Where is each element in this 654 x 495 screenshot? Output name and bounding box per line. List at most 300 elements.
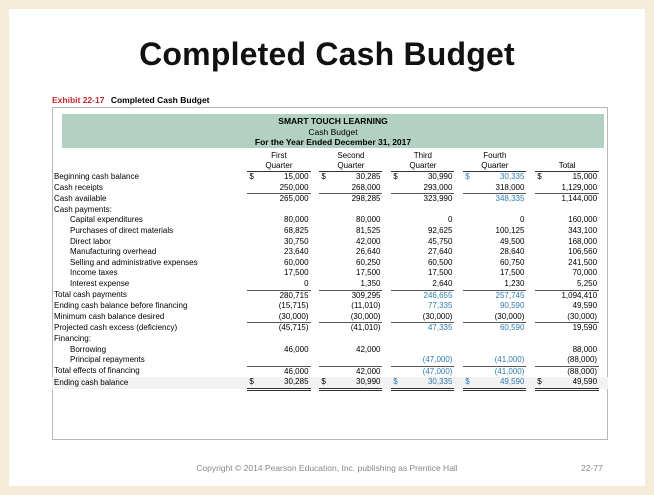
amount-q3: 27,640 xyxy=(427,247,453,257)
row-label: Beginning cash balance xyxy=(54,171,139,181)
row-label: Total cash payments xyxy=(54,290,127,300)
amount-q2: (11,010) xyxy=(351,301,381,311)
currency-symbol xyxy=(321,194,329,205)
amount-q2: (41,010) xyxy=(350,323,381,333)
col-q4-line1: Fourth xyxy=(483,151,507,160)
cell-q4 xyxy=(463,377,526,389)
currency-symbol xyxy=(393,323,401,334)
currency-symbol xyxy=(321,268,329,279)
table-row xyxy=(52,345,608,356)
table-row xyxy=(52,258,608,269)
currency-symbol xyxy=(537,247,545,258)
cell-total xyxy=(535,312,599,323)
currency-symbol xyxy=(249,291,257,302)
col-q3-line1: Third xyxy=(413,151,432,160)
currency-symbol: $ xyxy=(321,377,326,387)
cell-q2 xyxy=(319,226,382,237)
currency-symbol xyxy=(537,183,545,194)
amount-q3: 45,750 xyxy=(427,236,453,246)
cell-total xyxy=(535,194,599,205)
row-label: Projected cash excess (deficiency) xyxy=(54,323,178,333)
cell-q4 xyxy=(463,194,526,205)
cell-q1 xyxy=(247,279,310,290)
cell-q1 xyxy=(247,183,310,194)
currency-symbol xyxy=(249,367,257,378)
amount-q2: 80,000 xyxy=(356,215,381,225)
table-row xyxy=(52,183,608,194)
cell-q1 xyxy=(247,194,310,205)
cell-q3 xyxy=(391,226,454,237)
cell-q4 xyxy=(463,268,526,279)
amount-q4: 0 xyxy=(519,215,525,225)
table-row xyxy=(52,290,608,301)
amount-q4: 60,750 xyxy=(499,257,525,267)
amount-q3: 47,335 xyxy=(427,323,453,333)
cell-q3 xyxy=(391,312,454,323)
cell-q4 xyxy=(463,183,526,194)
amount-total: (88,000) xyxy=(567,366,598,376)
cell-total xyxy=(535,355,599,366)
currency-symbol xyxy=(249,279,257,290)
currency-symbol xyxy=(537,345,545,356)
currency-symbol xyxy=(321,323,329,334)
currency-symbol xyxy=(393,183,401,194)
cell-total xyxy=(535,215,599,226)
currency-symbol xyxy=(537,301,545,312)
currency-symbol xyxy=(249,194,257,205)
table-row xyxy=(52,334,608,345)
amount-q2: 26,640 xyxy=(356,247,381,257)
row-label: Income taxes xyxy=(70,268,118,278)
currency-symbol xyxy=(321,237,329,248)
row-label: Cash available xyxy=(54,193,107,203)
table-row xyxy=(52,268,608,279)
amount-total: (30,000) xyxy=(567,311,598,321)
amount-total: 241,500 xyxy=(568,257,598,267)
row-label: Ending cash balance xyxy=(52,377,239,389)
cell-q3 xyxy=(391,323,454,334)
slide-title: Completed Cash Budget xyxy=(139,36,515,72)
cell-total xyxy=(535,172,599,183)
table-row xyxy=(52,172,608,183)
cell-q2 xyxy=(319,355,382,366)
row-label: Cash payments: xyxy=(54,204,112,214)
col-q2-line2: Quarter xyxy=(319,161,382,172)
currency-symbol xyxy=(393,226,401,237)
amount-q4: 49,500 xyxy=(499,236,525,246)
cell-q2 xyxy=(319,205,382,216)
amount-q1: (30,000) xyxy=(278,311,309,321)
amount-total: 106,560 xyxy=(568,247,598,257)
amount-q2: 298,285 xyxy=(351,194,381,204)
currency-symbol xyxy=(249,247,257,258)
cell-q3 xyxy=(391,345,454,356)
amount-q2: 81,525 xyxy=(356,225,381,235)
currency-symbol: $ xyxy=(249,172,254,181)
cell-total xyxy=(535,334,599,345)
amount-q2: 42,000 xyxy=(356,236,381,246)
amount-total: 49,590 xyxy=(572,301,598,311)
page-number: 22-77 xyxy=(581,463,603,473)
col-q3-line2: Quarter xyxy=(391,161,454,172)
table-row xyxy=(52,312,608,323)
currency-symbol xyxy=(249,301,257,312)
table-row xyxy=(52,237,608,248)
cell-q1 xyxy=(247,323,310,334)
cell-q1 xyxy=(247,258,310,269)
currency-symbol xyxy=(465,183,473,194)
currency-symbol xyxy=(537,258,545,269)
amount-q2: 60,250 xyxy=(356,257,381,267)
amount-total: 1,094,410 xyxy=(561,290,598,300)
amount-q3: (30,000) xyxy=(422,311,453,321)
currency-symbol xyxy=(321,301,329,312)
amount-total: 1,144,000 xyxy=(561,194,598,204)
currency-symbol xyxy=(393,258,401,269)
cell-q2 xyxy=(319,377,382,389)
cell-q3 xyxy=(391,205,454,216)
amount-q4: 90,590 xyxy=(499,301,525,311)
amount-q3: 17,500 xyxy=(427,268,453,278)
currency-symbol xyxy=(465,291,473,302)
cell-q3 xyxy=(391,366,454,377)
cell-q1 xyxy=(247,345,310,356)
cell-q4 xyxy=(463,366,526,377)
cell-q3 xyxy=(391,279,454,290)
cell-total xyxy=(535,290,599,301)
currency-symbol xyxy=(249,323,257,334)
cell-q4 xyxy=(463,205,526,216)
cell-total xyxy=(535,366,599,377)
currency-symbol xyxy=(393,237,401,248)
amount-q4: 257,745 xyxy=(495,290,525,300)
cell-q2 xyxy=(319,258,382,269)
amount-q3: 246,655 xyxy=(423,290,453,300)
row-label: Capital expenditures xyxy=(70,215,143,225)
cell-total xyxy=(535,237,599,248)
amount-q3: 60,500 xyxy=(427,257,453,267)
cell-q1 xyxy=(247,237,310,248)
cell-q3 xyxy=(391,215,454,226)
amount-q1: 46,000 xyxy=(284,344,309,354)
currency-symbol xyxy=(537,237,545,248)
currency-symbol: $ xyxy=(537,172,542,181)
row-label: Interest expense xyxy=(70,279,130,289)
cell-q4 xyxy=(463,323,526,334)
cell-q1 xyxy=(247,205,310,216)
currency-symbol xyxy=(537,215,545,226)
currency-symbol xyxy=(249,258,257,269)
cell-q1 xyxy=(247,215,310,226)
currency-symbol xyxy=(537,268,545,279)
cell-total xyxy=(535,183,599,194)
amount-q1: 0 xyxy=(304,278,309,288)
currency-symbol xyxy=(249,183,257,194)
cell-q3 xyxy=(391,258,454,269)
currency-symbol xyxy=(393,215,401,226)
cell-q4 xyxy=(463,355,526,366)
cell-q4 xyxy=(463,301,526,312)
cell-q4 xyxy=(463,279,526,290)
cell-q2 xyxy=(319,268,382,279)
currency-symbol xyxy=(249,268,257,279)
currency-symbol xyxy=(321,312,329,323)
currency-symbol xyxy=(465,301,473,312)
row-label: Financing: xyxy=(54,333,91,343)
row-label: Total effects of financing xyxy=(54,366,140,376)
cell-q1 xyxy=(247,334,310,345)
amount-total: 49,590 xyxy=(572,377,598,387)
currency-symbol xyxy=(537,194,545,205)
col-q1-line1: First xyxy=(271,151,287,160)
amount-q2: (30,000) xyxy=(350,311,381,321)
company-name: SMART TOUCH LEARNING xyxy=(278,116,388,126)
cell-total xyxy=(535,247,599,258)
exhibit-number: Exhibit 22-17 xyxy=(52,95,105,105)
cell-q3 xyxy=(391,237,454,248)
col-q2-line1: Second xyxy=(337,151,365,160)
table-row xyxy=(52,226,608,237)
cell-total xyxy=(535,301,599,312)
currency-symbol: $ xyxy=(393,172,398,181)
copyright-footer: Copyright © 2014 Pearson Education, Inc. publishing as Prentice Hall xyxy=(196,463,458,473)
currency-symbol xyxy=(321,226,329,237)
amount-q2: 42,000 xyxy=(356,344,381,354)
cell-q2 xyxy=(319,345,382,356)
amount-total: (88,000) xyxy=(567,355,598,365)
currency-symbol xyxy=(537,367,545,378)
amount-q4: (41,000) xyxy=(494,366,525,376)
currency-symbol xyxy=(393,312,401,323)
currency-symbol xyxy=(537,312,545,323)
cell-q3 xyxy=(391,377,454,389)
cell-q4 xyxy=(463,247,526,258)
amount-q1: 80,000 xyxy=(284,215,309,225)
currency-symbol xyxy=(393,194,401,205)
currency-symbol xyxy=(393,301,401,312)
amount-q1: 280,715 xyxy=(279,290,309,300)
currency-symbol xyxy=(321,247,329,258)
currency-symbol xyxy=(465,237,473,248)
table-row xyxy=(52,323,608,334)
cell-q2 xyxy=(319,194,382,205)
table-row xyxy=(52,366,608,377)
row-label: Selling and administrative expenses xyxy=(70,257,198,267)
amount-q3: 30,335 xyxy=(427,377,453,387)
cell-q3 xyxy=(391,247,454,258)
currency-symbol xyxy=(465,215,473,226)
currency-symbol xyxy=(393,367,401,378)
cell-q1 xyxy=(247,312,310,323)
table-row xyxy=(52,194,608,205)
column-header-row xyxy=(52,161,608,172)
amount-q3: (47,000) xyxy=(422,366,453,376)
cell-q2 xyxy=(319,215,382,226)
exhibit-caption xyxy=(52,95,210,105)
cell-q4 xyxy=(463,172,526,183)
table-row xyxy=(52,355,608,366)
row-label: Borrowing xyxy=(70,344,107,354)
amount-q1: 250,000 xyxy=(279,182,309,192)
currency-symbol xyxy=(393,268,401,279)
cell-q4 xyxy=(463,215,526,226)
column-header-row xyxy=(52,151,608,161)
currency-symbol xyxy=(537,355,545,366)
currency-symbol xyxy=(465,258,473,269)
cell-q3 xyxy=(391,194,454,205)
amount-q4: 318,000 xyxy=(495,182,525,192)
row-label: Purchases of direct materials xyxy=(70,225,174,235)
amount-q1: 68,825 xyxy=(284,225,309,235)
amount-q1: (45,715) xyxy=(278,323,309,333)
table-row xyxy=(52,205,608,216)
currency-symbol xyxy=(537,226,545,237)
currency-symbol: $ xyxy=(393,377,398,387)
cell-q4 xyxy=(463,334,526,345)
amount-q2: 42,000 xyxy=(356,366,381,376)
amount-total: 168,000 xyxy=(568,236,598,246)
cell-q3 xyxy=(391,334,454,345)
currency-symbol: $ xyxy=(465,377,470,387)
amount-q1: (15,715) xyxy=(278,301,309,311)
amount-q2: 17,500 xyxy=(356,268,381,278)
cell-q1 xyxy=(247,172,310,183)
cell-q2 xyxy=(319,279,382,290)
table-row xyxy=(52,247,608,258)
currency-symbol xyxy=(321,279,329,290)
cell-total xyxy=(535,205,599,216)
cell-q2 xyxy=(319,312,382,323)
cell-q2 xyxy=(319,334,382,345)
cell-total xyxy=(535,323,599,334)
currency-symbol xyxy=(321,291,329,302)
table-row xyxy=(52,279,608,290)
cell-q3 xyxy=(391,355,454,366)
currency-symbol xyxy=(393,247,401,258)
amount-q1: 30,285 xyxy=(284,377,309,387)
amount-total: 15,000 xyxy=(572,172,598,181)
cell-q3 xyxy=(391,172,454,183)
currency-symbol: $ xyxy=(249,377,254,387)
cell-q4 xyxy=(463,312,526,323)
statement-name: Cash Budget xyxy=(308,126,358,137)
amount-q3: 77,335 xyxy=(427,301,453,311)
cell-q4 xyxy=(463,345,526,356)
amount-q4: 348,335 xyxy=(495,194,525,204)
row-label: Direct labor xyxy=(70,236,111,246)
cell-total xyxy=(535,345,599,356)
amount-total: 343,100 xyxy=(568,225,598,235)
currency-symbol xyxy=(465,247,473,258)
cell-q2 xyxy=(319,366,382,377)
cell-q3 xyxy=(391,301,454,312)
currency-symbol xyxy=(321,258,329,269)
cell-q1 xyxy=(247,226,310,237)
statement-period: For the Year Ended December 31, 2017 xyxy=(254,137,412,147)
currency-symbol xyxy=(465,355,473,366)
col-q1-line2: Quarter xyxy=(247,161,310,172)
amount-q1: 265,000 xyxy=(279,194,309,204)
currency-symbol xyxy=(393,355,401,366)
currency-symbol xyxy=(465,226,473,237)
amount-q1: 15,000 xyxy=(284,172,309,181)
currency-symbol xyxy=(465,268,473,279)
amount-q3: (47,000) xyxy=(422,355,453,365)
amount-q4: 28,640 xyxy=(499,247,525,257)
cell-total xyxy=(535,226,599,237)
amount-q2: 30,990 xyxy=(356,377,381,387)
cell-q1 xyxy=(247,366,310,377)
cell-total xyxy=(535,258,599,269)
currency-symbol xyxy=(465,323,473,334)
amount-q4: 30,335 xyxy=(499,172,525,181)
amount-q1: 60,000 xyxy=(284,257,309,267)
currency-symbol xyxy=(465,194,473,205)
cell-q2 xyxy=(319,183,382,194)
amount-q3: 92,625 xyxy=(427,225,453,235)
amount-q3: 0 xyxy=(448,215,453,225)
amount-q4: 100,125 xyxy=(495,225,525,235)
exhibit-title: Completed Cash Budget xyxy=(110,95,210,105)
cell-q4 xyxy=(463,290,526,301)
currency-symbol xyxy=(249,226,257,237)
amount-q1: 23,640 xyxy=(284,247,309,257)
amount-q3: 2,640 xyxy=(432,278,453,288)
currency-symbol: $ xyxy=(465,172,470,181)
amount-q4: 17,500 xyxy=(499,268,525,278)
col-q4-line2: Quarter xyxy=(463,161,526,172)
amount-q4: 1,230 xyxy=(504,278,525,288)
cell-q2 xyxy=(319,323,382,334)
cell-q1 xyxy=(247,247,310,258)
amount-q3: 293,000 xyxy=(423,182,453,192)
row-label: Manufacturing overhead xyxy=(70,247,157,257)
cell-q1 xyxy=(247,377,310,389)
amount-q2: 30,285 xyxy=(356,172,381,181)
amount-q4: 60,590 xyxy=(499,323,525,333)
amount-q2: 309,295 xyxy=(351,290,381,300)
currency-symbol xyxy=(465,367,473,378)
currency-symbol xyxy=(393,291,401,302)
currency-symbol xyxy=(249,345,257,356)
cell-q1 xyxy=(247,268,310,279)
cell-q2 xyxy=(319,237,382,248)
currency-symbol xyxy=(249,215,257,226)
currency-symbol xyxy=(537,279,545,290)
amount-q4: 49,590 xyxy=(499,377,525,387)
currency-symbol xyxy=(321,345,329,356)
currency-symbol xyxy=(465,279,473,290)
amount-total: 70,000 xyxy=(572,268,598,278)
currency-symbol xyxy=(393,279,401,290)
cell-total xyxy=(535,268,599,279)
cell-q2 xyxy=(319,172,382,183)
cell-q1 xyxy=(247,301,310,312)
cell-q3 xyxy=(391,290,454,301)
cell-q3 xyxy=(391,183,454,194)
amount-q2: 268,000 xyxy=(351,182,381,192)
amount-q1: 17,500 xyxy=(284,268,309,278)
amount-q4: (41,000) xyxy=(494,355,525,365)
cell-q1 xyxy=(247,290,310,301)
amount-q1: 30,750 xyxy=(284,236,309,246)
currency-symbol xyxy=(321,215,329,226)
amount-q4: (30,000) xyxy=(494,311,525,321)
amount-q2: 1,350 xyxy=(360,278,381,288)
cell-q4 xyxy=(463,237,526,248)
col-total-line2: Total xyxy=(535,161,599,172)
amount-total: 5,250 xyxy=(577,278,598,288)
